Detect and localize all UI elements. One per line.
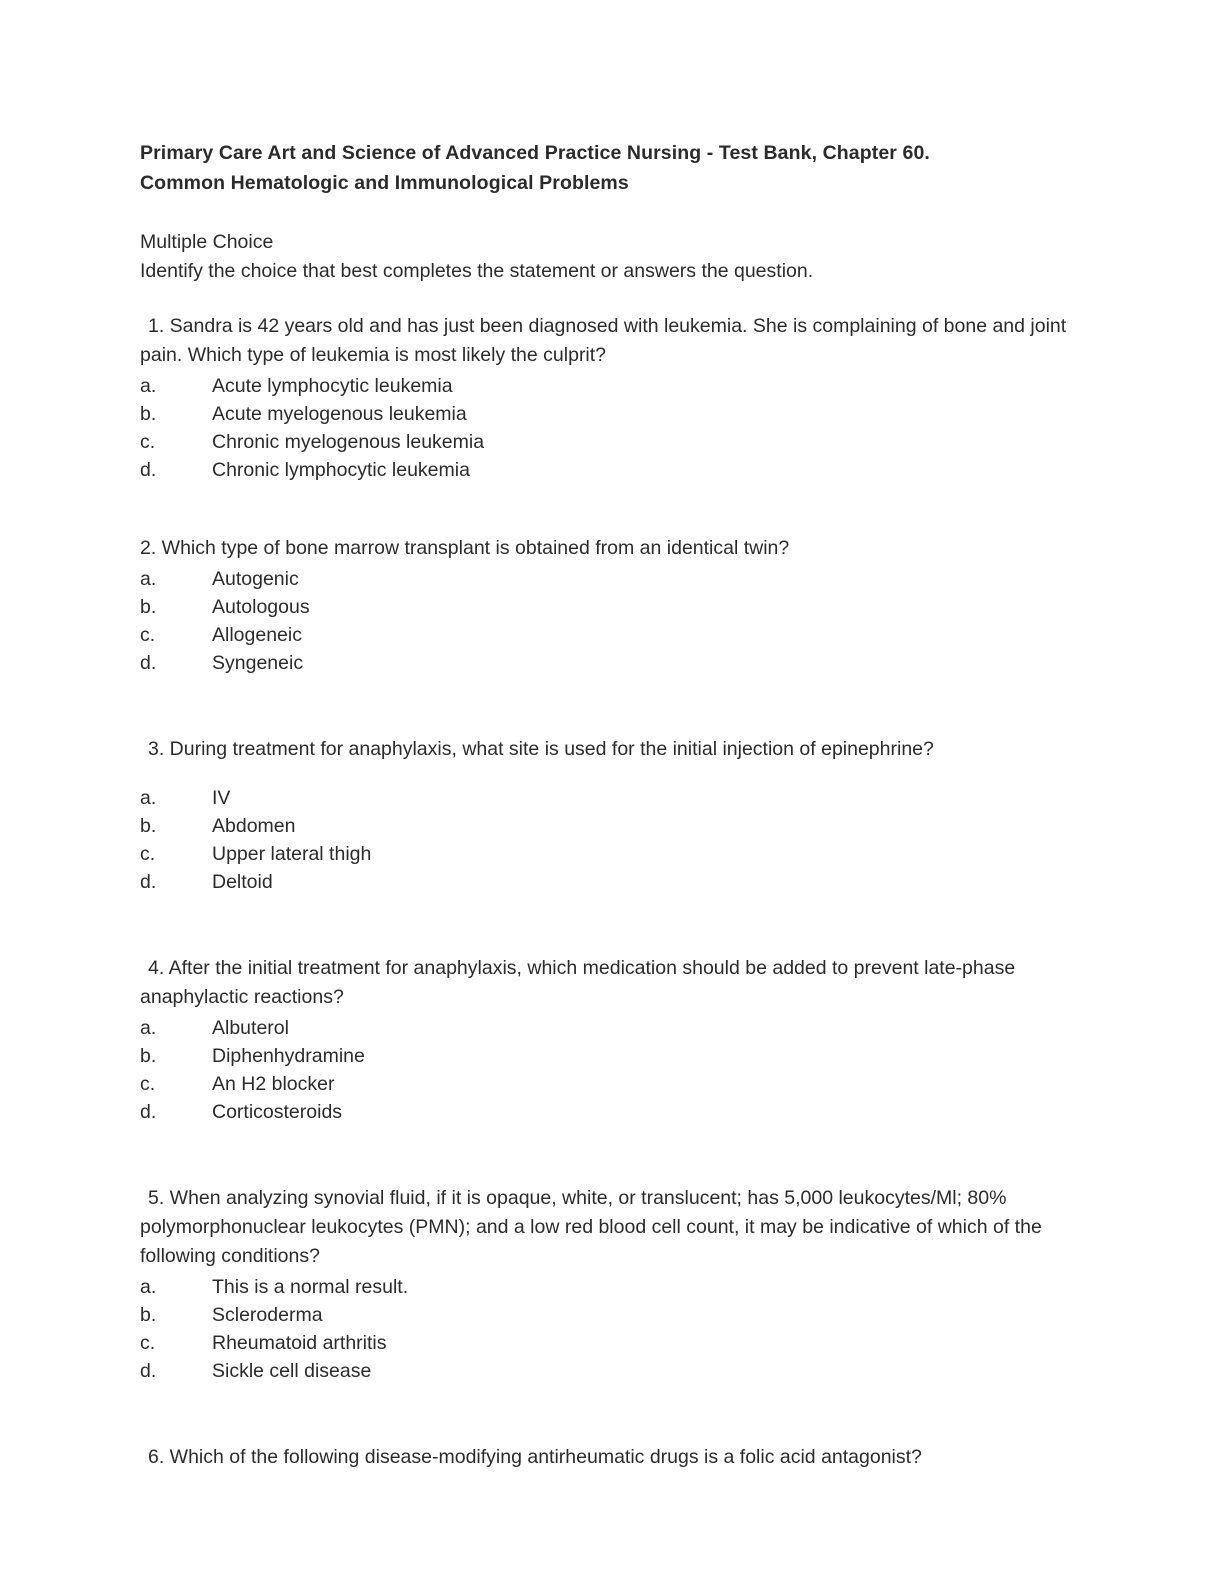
- list-item[interactable]: [140, 428, 1080, 456]
- choice-letter: a.: [140, 375, 157, 397]
- question-3: [140, 735, 1080, 896]
- choice-text: Deltoid: [212, 871, 273, 893]
- question-stem: 1. Sandra is 42 years old and has just been diagnosed with leukemia. She is complaining of bone and joint pain. Which type of leukemia is most likely the culprit?: [140, 315, 1067, 366]
- choice-letter: c.: [140, 1073, 156, 1095]
- choice-letter: a.: [140, 1017, 157, 1039]
- choice-letter: b.: [140, 403, 157, 425]
- question-stem: 2. Which type of bone marrow transplant is obtained from an identical twin?: [140, 537, 790, 559]
- question-stem: 6. Which of the following disease-modifying antirheumatic drugs is a folic acid antagonist?: [148, 1446, 922, 1468]
- question-stem: 5. When analyzing synovial fluid, if it is opaque, white, or translucent; has 5,000 leukocytes/Ml; 80% polymorphonuclear leukocytes (PMN); and a low red blood cell count, it may be indicative of which of the following conditions?: [140, 1187, 1042, 1267]
- choice-list: [140, 1014, 1080, 1126]
- section-label: Multiple Choice: [140, 231, 274, 253]
- choice-text: Scleroderma: [212, 1304, 323, 1326]
- choice-list: [140, 784, 1080, 896]
- choice-text: Rheumatoid arthritis: [212, 1332, 387, 1354]
- list-item[interactable]: [140, 1042, 1080, 1070]
- section-instructions: Identify the choice that best completes the statement or answers the question.: [140, 260, 814, 282]
- choice-text: Sickle cell disease: [212, 1360, 372, 1382]
- choice-text: Acute lymphocytic leukemia: [212, 375, 453, 397]
- list-item[interactable]: [140, 400, 1080, 428]
- choice-letter: b.: [140, 1304, 157, 1326]
- list-item[interactable]: [140, 1301, 1080, 1329]
- choice-letter: d.: [140, 652, 157, 674]
- choice-letter: b.: [140, 596, 157, 618]
- choice-text: Upper lateral thigh: [212, 843, 372, 865]
- choice-text: An H2 blocker: [212, 1073, 335, 1095]
- choice-text: Syngeneic: [212, 652, 304, 674]
- choice-text: Abdomen: [212, 815, 296, 837]
- list-item[interactable]: [140, 1357, 1080, 1385]
- question-stem: 4. After the initial treatment for anaphylaxis, which medication should be added to prevent late-phase anaphylactic reactions?: [140, 957, 1016, 1008]
- question-4: [140, 954, 1080, 1126]
- choice-text: This is a normal result.: [212, 1276, 409, 1298]
- list-item[interactable]: [140, 565, 1080, 593]
- instructions-block: [140, 228, 1080, 286]
- choice-text: Autologous: [212, 596, 310, 618]
- choice-text: Chronic myelogenous leukemia: [212, 431, 485, 453]
- list-item[interactable]: [140, 1098, 1080, 1126]
- choice-letter: a.: [140, 568, 157, 590]
- choice-letter: a.: [140, 787, 157, 809]
- list-item[interactable]: [140, 1273, 1080, 1301]
- choice-letter: d.: [140, 1101, 157, 1123]
- choice-letter: c.: [140, 431, 156, 453]
- question-1: [140, 312, 1080, 484]
- list-item[interactable]: [140, 621, 1080, 649]
- list-item[interactable]: [140, 456, 1080, 484]
- choice-list: [140, 565, 1080, 677]
- choice-letter: b.: [140, 1045, 157, 1067]
- page-title: Primary Care Art and Science of Advanced Practice Nursing - Test Bank, Chapter 60. Common Hematologic and Immunological Problems: [140, 142, 930, 194]
- choice-text: Chronic lymphocytic leukemia: [212, 459, 470, 481]
- list-item[interactable]: [140, 593, 1080, 621]
- choice-text: IV: [212, 787, 231, 809]
- list-item[interactable]: [140, 649, 1080, 677]
- question-6: [140, 1443, 1080, 1472]
- choice-text: Acute myelogenous leukemia: [212, 403, 467, 425]
- choice-letter: b.: [140, 815, 157, 837]
- choice-text: Corticosteroids: [212, 1101, 343, 1123]
- choice-letter: d.: [140, 871, 157, 893]
- choice-list: [140, 1273, 1080, 1385]
- choice-text: Autogenic: [212, 568, 299, 590]
- choice-letter: a.: [140, 1276, 157, 1298]
- list-item[interactable]: [140, 840, 1080, 868]
- choice-list: [140, 372, 1080, 484]
- choice-letter: c.: [140, 624, 156, 646]
- choice-letter: c.: [140, 843, 156, 865]
- question-stem: 3. During treatment for anaphylaxis, what site is used for the initial injection of epinephrine?: [148, 738, 934, 760]
- list-item[interactable]: [140, 784, 1080, 812]
- choice-letter: d.: [140, 459, 157, 481]
- choice-text: Albuterol: [212, 1017, 289, 1039]
- choice-text: Diphenhydramine: [212, 1045, 365, 1067]
- choice-letter: c.: [140, 1332, 156, 1354]
- list-item[interactable]: [140, 1329, 1080, 1357]
- choice-letter: d.: [140, 1360, 157, 1382]
- question-5: [140, 1184, 1080, 1385]
- spacer: [140, 766, 1080, 784]
- list-item[interactable]: [140, 868, 1080, 896]
- list-item[interactable]: [140, 372, 1080, 400]
- document-body: [140, 138, 1080, 1474]
- question-2: [140, 534, 1080, 677]
- choice-text: Allogeneic: [212, 624, 302, 646]
- list-item[interactable]: [140, 1070, 1080, 1098]
- list-item[interactable]: [140, 812, 1080, 840]
- list-item[interactable]: [140, 1014, 1080, 1042]
